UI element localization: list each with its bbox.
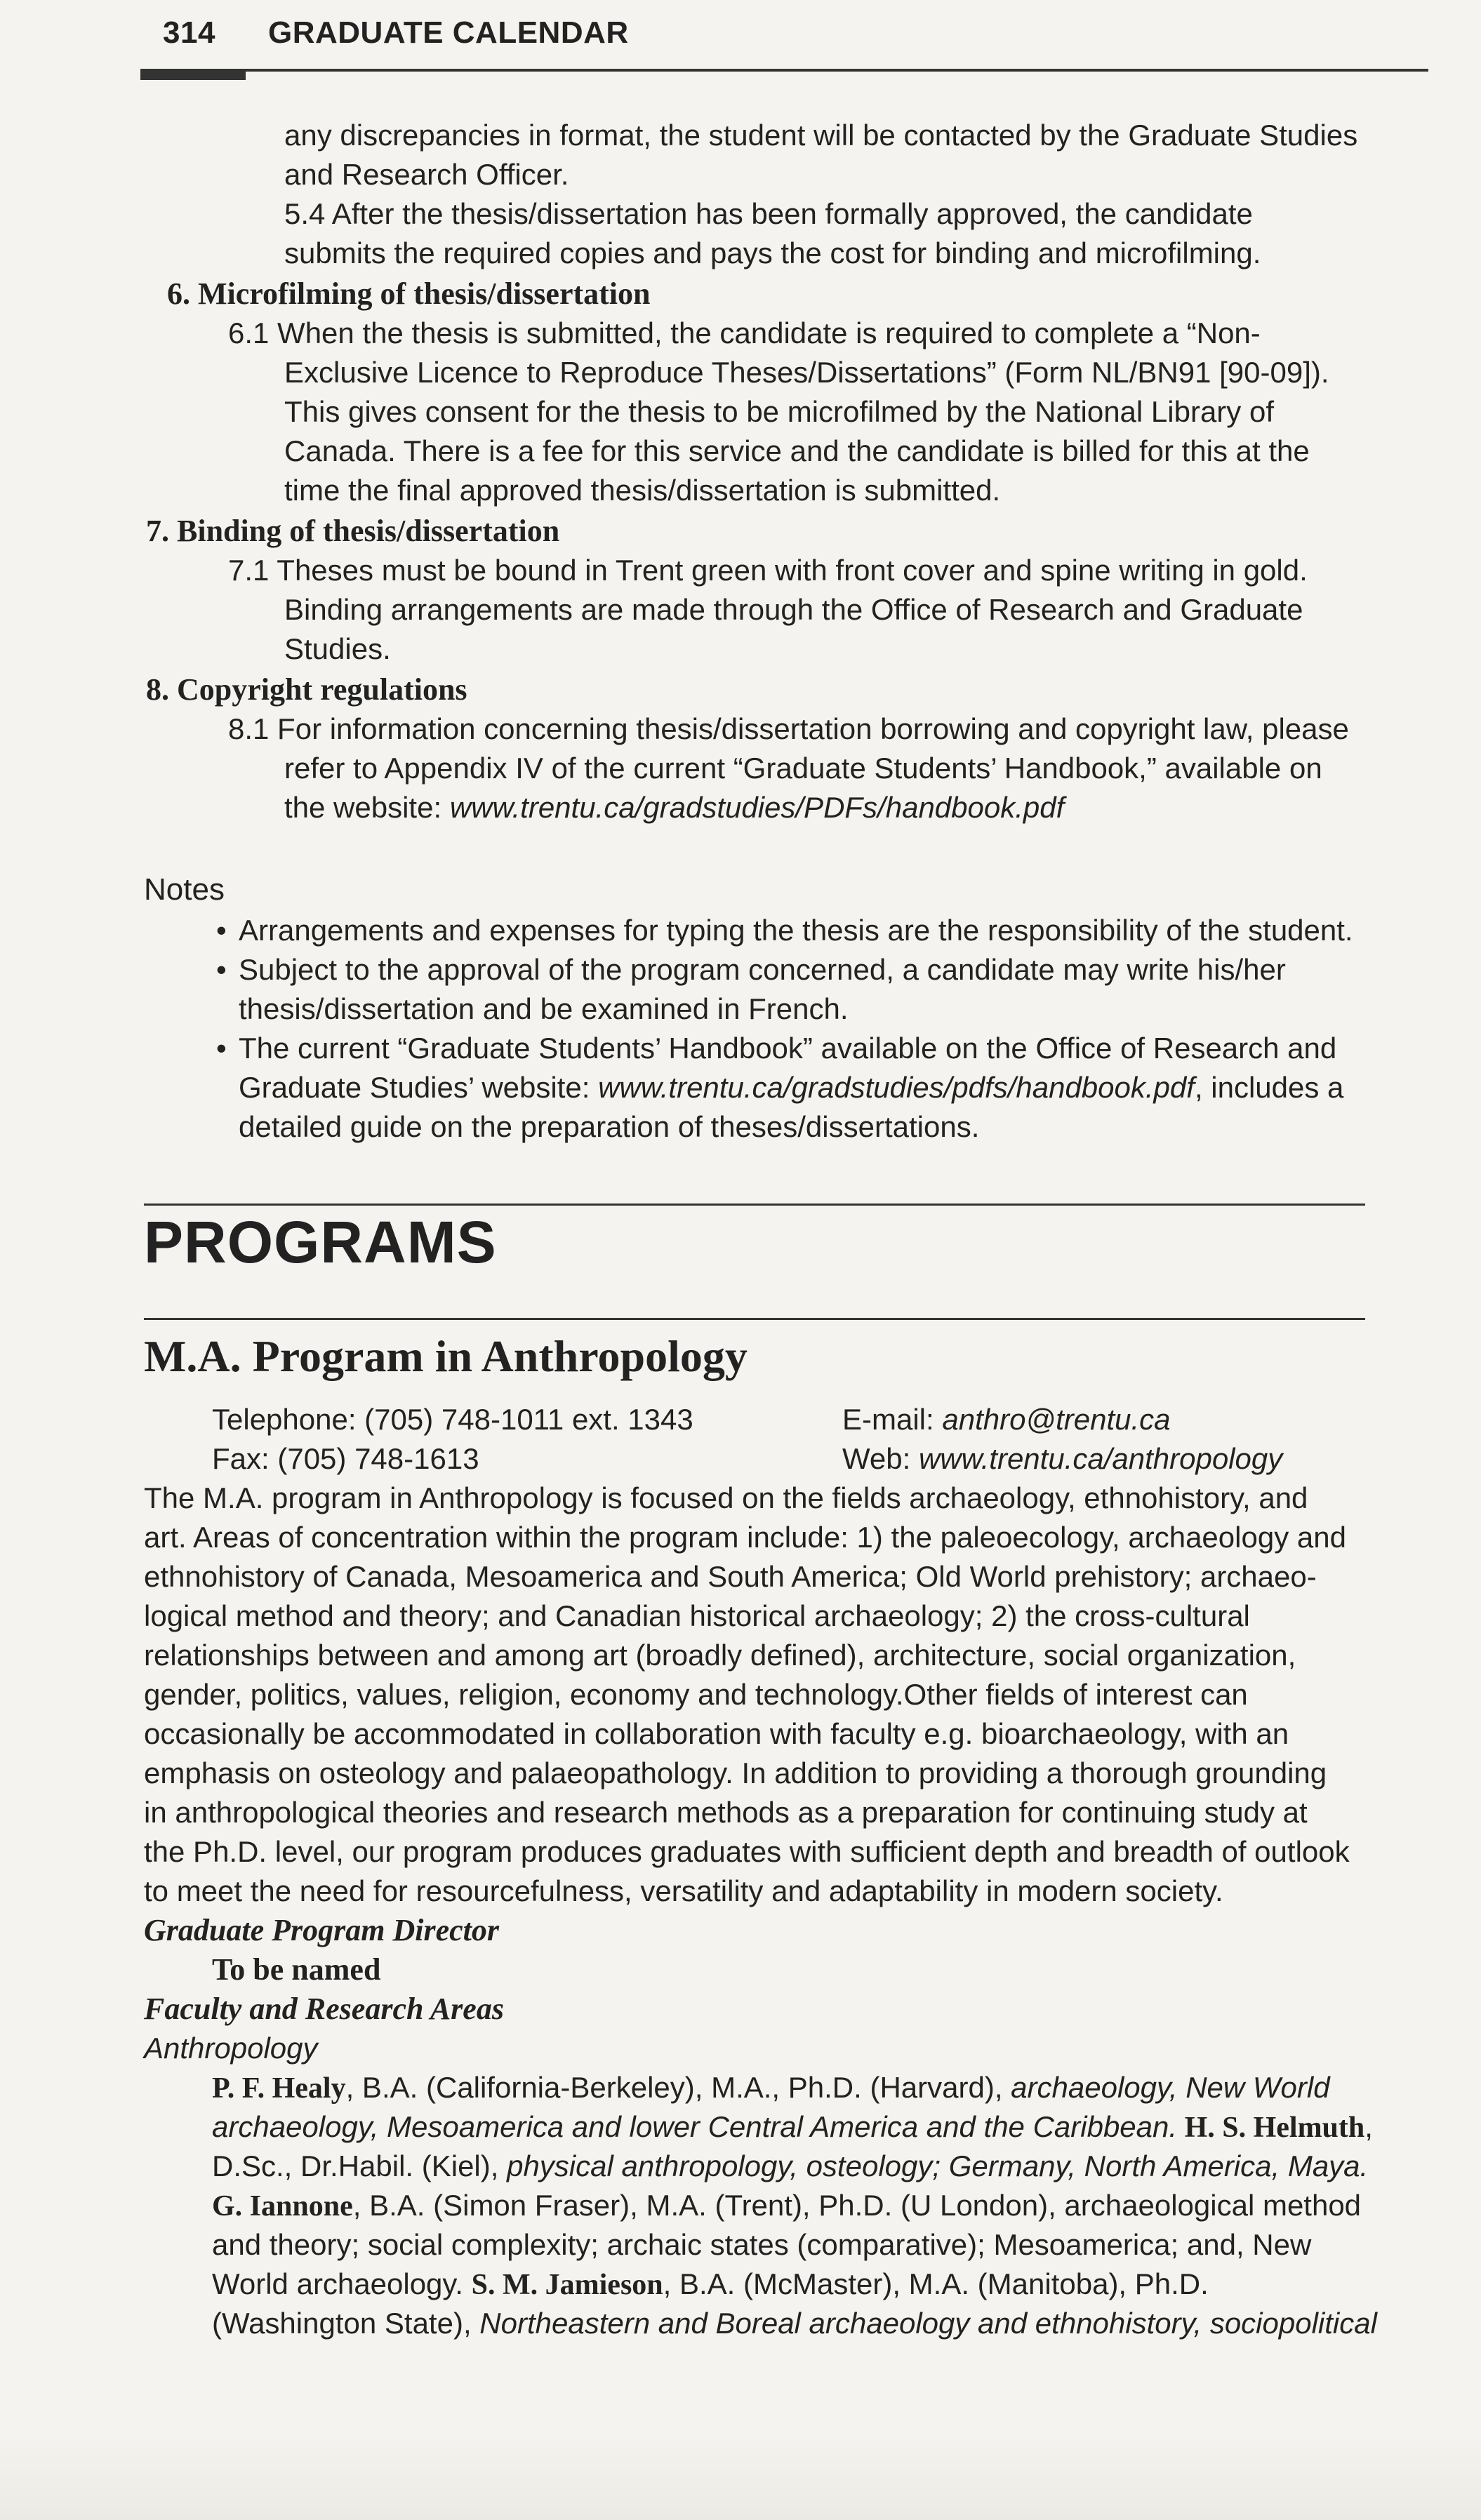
faculty-entry: [212, 2147, 1368, 2186]
section-heading: 6. Microfilming of thesis/dissertation: [167, 276, 651, 311]
email-label: E-mail:: [842, 1403, 943, 1436]
faculty-entry: [212, 2068, 1330, 2108]
running-title: GRADUATE CALENDAR: [268, 15, 629, 50]
description-line: gender, politics, values, religion, economy and technology.Other fields of interest can: [144, 1678, 1248, 1711]
faculty-credentials: (Washington State),: [212, 2307, 480, 2340]
description-line: to meet the need for resourcefulness, versatility and adaptability in modern society.: [144, 1874, 1223, 1907]
email: [842, 1400, 1171, 1439]
faculty-credentials: ,: [1364, 2110, 1373, 2143]
description-line: logical method and theory; and Canadian historical archaeology; 2) the cross-cultural: [144, 1599, 1250, 1632]
running-header: [163, 15, 629, 51]
fax: Fax: (705) 748-1613: [212, 1442, 479, 1475]
faculty-name: H. S. Helmuth: [1177, 2112, 1365, 2144]
faculty-research: archaeology, New World: [1011, 2071, 1330, 2104]
web-label: Web:: [842, 1442, 919, 1475]
note-suffix: , includes a: [1194, 1071, 1344, 1104]
section-line: Binding arrangements are made through the Office of Research and Graduate: [284, 593, 1303, 626]
faculty-entry: [212, 2107, 1373, 2147]
description-line: art. Areas of concentration within the program include: 1) the paleoecology, archaeology and: [144, 1521, 1346, 1554]
faculty-entry: [212, 2265, 1209, 2305]
programs-heading: PROGRAMS: [144, 1209, 497, 1275]
website-label: the website:: [284, 791, 450, 824]
website-label: Graduate Studies’ website:: [239, 1071, 599, 1104]
section-line: time the final approved thesis/dissertation is submitted.: [284, 474, 1001, 507]
faculty-name: G. Iannone: [212, 2190, 353, 2222]
notes-heading: Notes: [144, 872, 225, 907]
section-heading: 8. Copyright regulations: [146, 672, 467, 707]
description-line: relationships between and among art (broadly defined), architecture, social organization,: [144, 1639, 1296, 1672]
faculty-heading: Faculty and Research Areas: [144, 1992, 504, 2026]
handbook-link[interactable]: www.trentu.ca/gradstudies/pdfs/handbook.pdf: [598, 1071, 1195, 1104]
note-line: [239, 1068, 1343, 1107]
telephone: Telephone: (705) 748-1011 ext. 1343: [212, 1403, 693, 1436]
faculty-research: Northeastern and Boreal archaeology and ethnohistory, sociopolitical: [479, 2307, 1377, 2340]
section-line: This gives consent for the thesis to be microfilmed by the National Library of: [284, 395, 1274, 428]
scan-bottom-edge: [0, 2435, 1481, 2520]
note-bullet: • Arrangements and expenses for typing the thesis are the responsibility of the student.: [239, 911, 1353, 950]
faculty-research: physical anthropology, osteology; Germany, North America, Maya.: [507, 2149, 1369, 2182]
section-line: Canada. There is a fee for this service and the candidate is billed for this at the: [284, 434, 1310, 467]
divider: [144, 1204, 1365, 1206]
item-5-4: submits the required copies and pays the cost for binding and microfilming.: [284, 236, 1261, 269]
web-link[interactable]: www.trentu.ca/anthropology: [918, 1442, 1283, 1475]
header-rule: [140, 69, 1428, 72]
note-line: detailed guide on the preparation of theses/dissertations.: [239, 1110, 980, 1143]
program-title: M.A. Program in Anthropology: [144, 1331, 748, 1381]
faculty-name: S. M. Jamieson: [471, 2269, 663, 2301]
header-rule-block: [140, 70, 246, 80]
section-line: Exclusive Licence to Reproduce Theses/Dissertations” (Form NL/BN91 [90-09]).: [284, 356, 1329, 389]
faculty-research: World archaeology.: [212, 2267, 472, 2300]
intro-line: and Research Officer.: [284, 158, 569, 191]
description-line: in anthropological theories and research methods as a preparation for continuing study at: [144, 1796, 1308, 1829]
faculty-entry: [212, 2186, 1361, 2226]
faculty-credentials: , B.A. (McMaster), M.A. (Manitoba), Ph.D.: [663, 2267, 1209, 2300]
divider: [144, 1318, 1365, 1320]
description-line: The M.A. program in Anthropology is focused on the fields archaeology, ethnohistory, and: [144, 1481, 1308, 1514]
faculty-name: P. F. Healy: [212, 2072, 346, 2105]
note-line: thesis/dissertation and be examined in French.: [239, 992, 849, 1025]
section-line: 8.1 For information concerning thesis/dissertation borrowing and copyright law, please: [228, 712, 1349, 745]
web: [842, 1439, 1282, 1479]
email-link[interactable]: anthro@trentu.ca: [942, 1403, 1171, 1436]
director-name: To be named: [212, 1952, 381, 1987]
faculty-entry: and theory; social complexity; archaic states (comparative); Mesoamerica; and, New: [212, 2228, 1312, 2261]
description-line: ethnohistory of Canada, Mesoamerica and South America; Old World prehistory; archaeo-: [144, 1560, 1317, 1593]
description-line: the Ph.D. level, our program produces graduates with sufficient depth and breadth of outlook: [144, 1835, 1350, 1868]
faculty-credentials: , B.A. (California-Berkeley), M.A., Ph.D. (Harvard),: [345, 2071, 1011, 2104]
section-line: 6.1 When the thesis is submitted, the candidate is required to complete a “Non-: [228, 316, 1261, 349]
page-number: 314: [163, 15, 215, 50]
intro-line: any discrepancies in format, the student will be contacted by the Graduate Studies: [284, 119, 1358, 152]
director-heading: Graduate Program Director: [144, 1913, 499, 1947]
faculty-subheading: Anthropology: [144, 2032, 318, 2065]
section-line: 7.1 Theses must be bound in Trent green with front cover and spine writing in gold.: [228, 554, 1308, 587]
section-line: Studies.: [284, 632, 391, 665]
section-line: [284, 788, 1064, 827]
description-line: emphasis on osteology and palaeopathology. In addition to providing a thorough grounding: [144, 1756, 1327, 1789]
note-bullet: • Subject to the approval of the program concerned, a candidate may write his/her: [239, 950, 1286, 989]
item-5-4: 5.4 After the thesis/dissertation has been formally approved, the candidate: [284, 197, 1253, 230]
section-heading: 7. Binding of thesis/dissertation: [146, 514, 560, 548]
description-line: occasionally be accommodated in collaboration with faculty e.g. bioarchaeology, with an: [144, 1717, 1289, 1750]
handbook-link[interactable]: www.trentu.ca/gradstudies/PDFs/handbook.pdf: [449, 791, 1065, 824]
section-line: refer to Appendix IV of the current “Graduate Students’ Handbook,” available on: [284, 752, 1322, 785]
note-bullet: • The current “Graduate Students’ Handbook” available on the Office of Research and: [239, 1029, 1336, 1068]
faculty-credentials: D.Sc., Dr.Habil. (Kiel),: [212, 2149, 507, 2182]
faculty-credentials: , B.A. (Simon Fraser), M.A. (Trent), Ph.D. (U London), archaeological method: [352, 2189, 1362, 2222]
faculty-entry: [212, 2304, 1377, 2343]
faculty-research: archaeology, Mesoamerica and lower Central America and the Caribbean.: [212, 2110, 1178, 2143]
